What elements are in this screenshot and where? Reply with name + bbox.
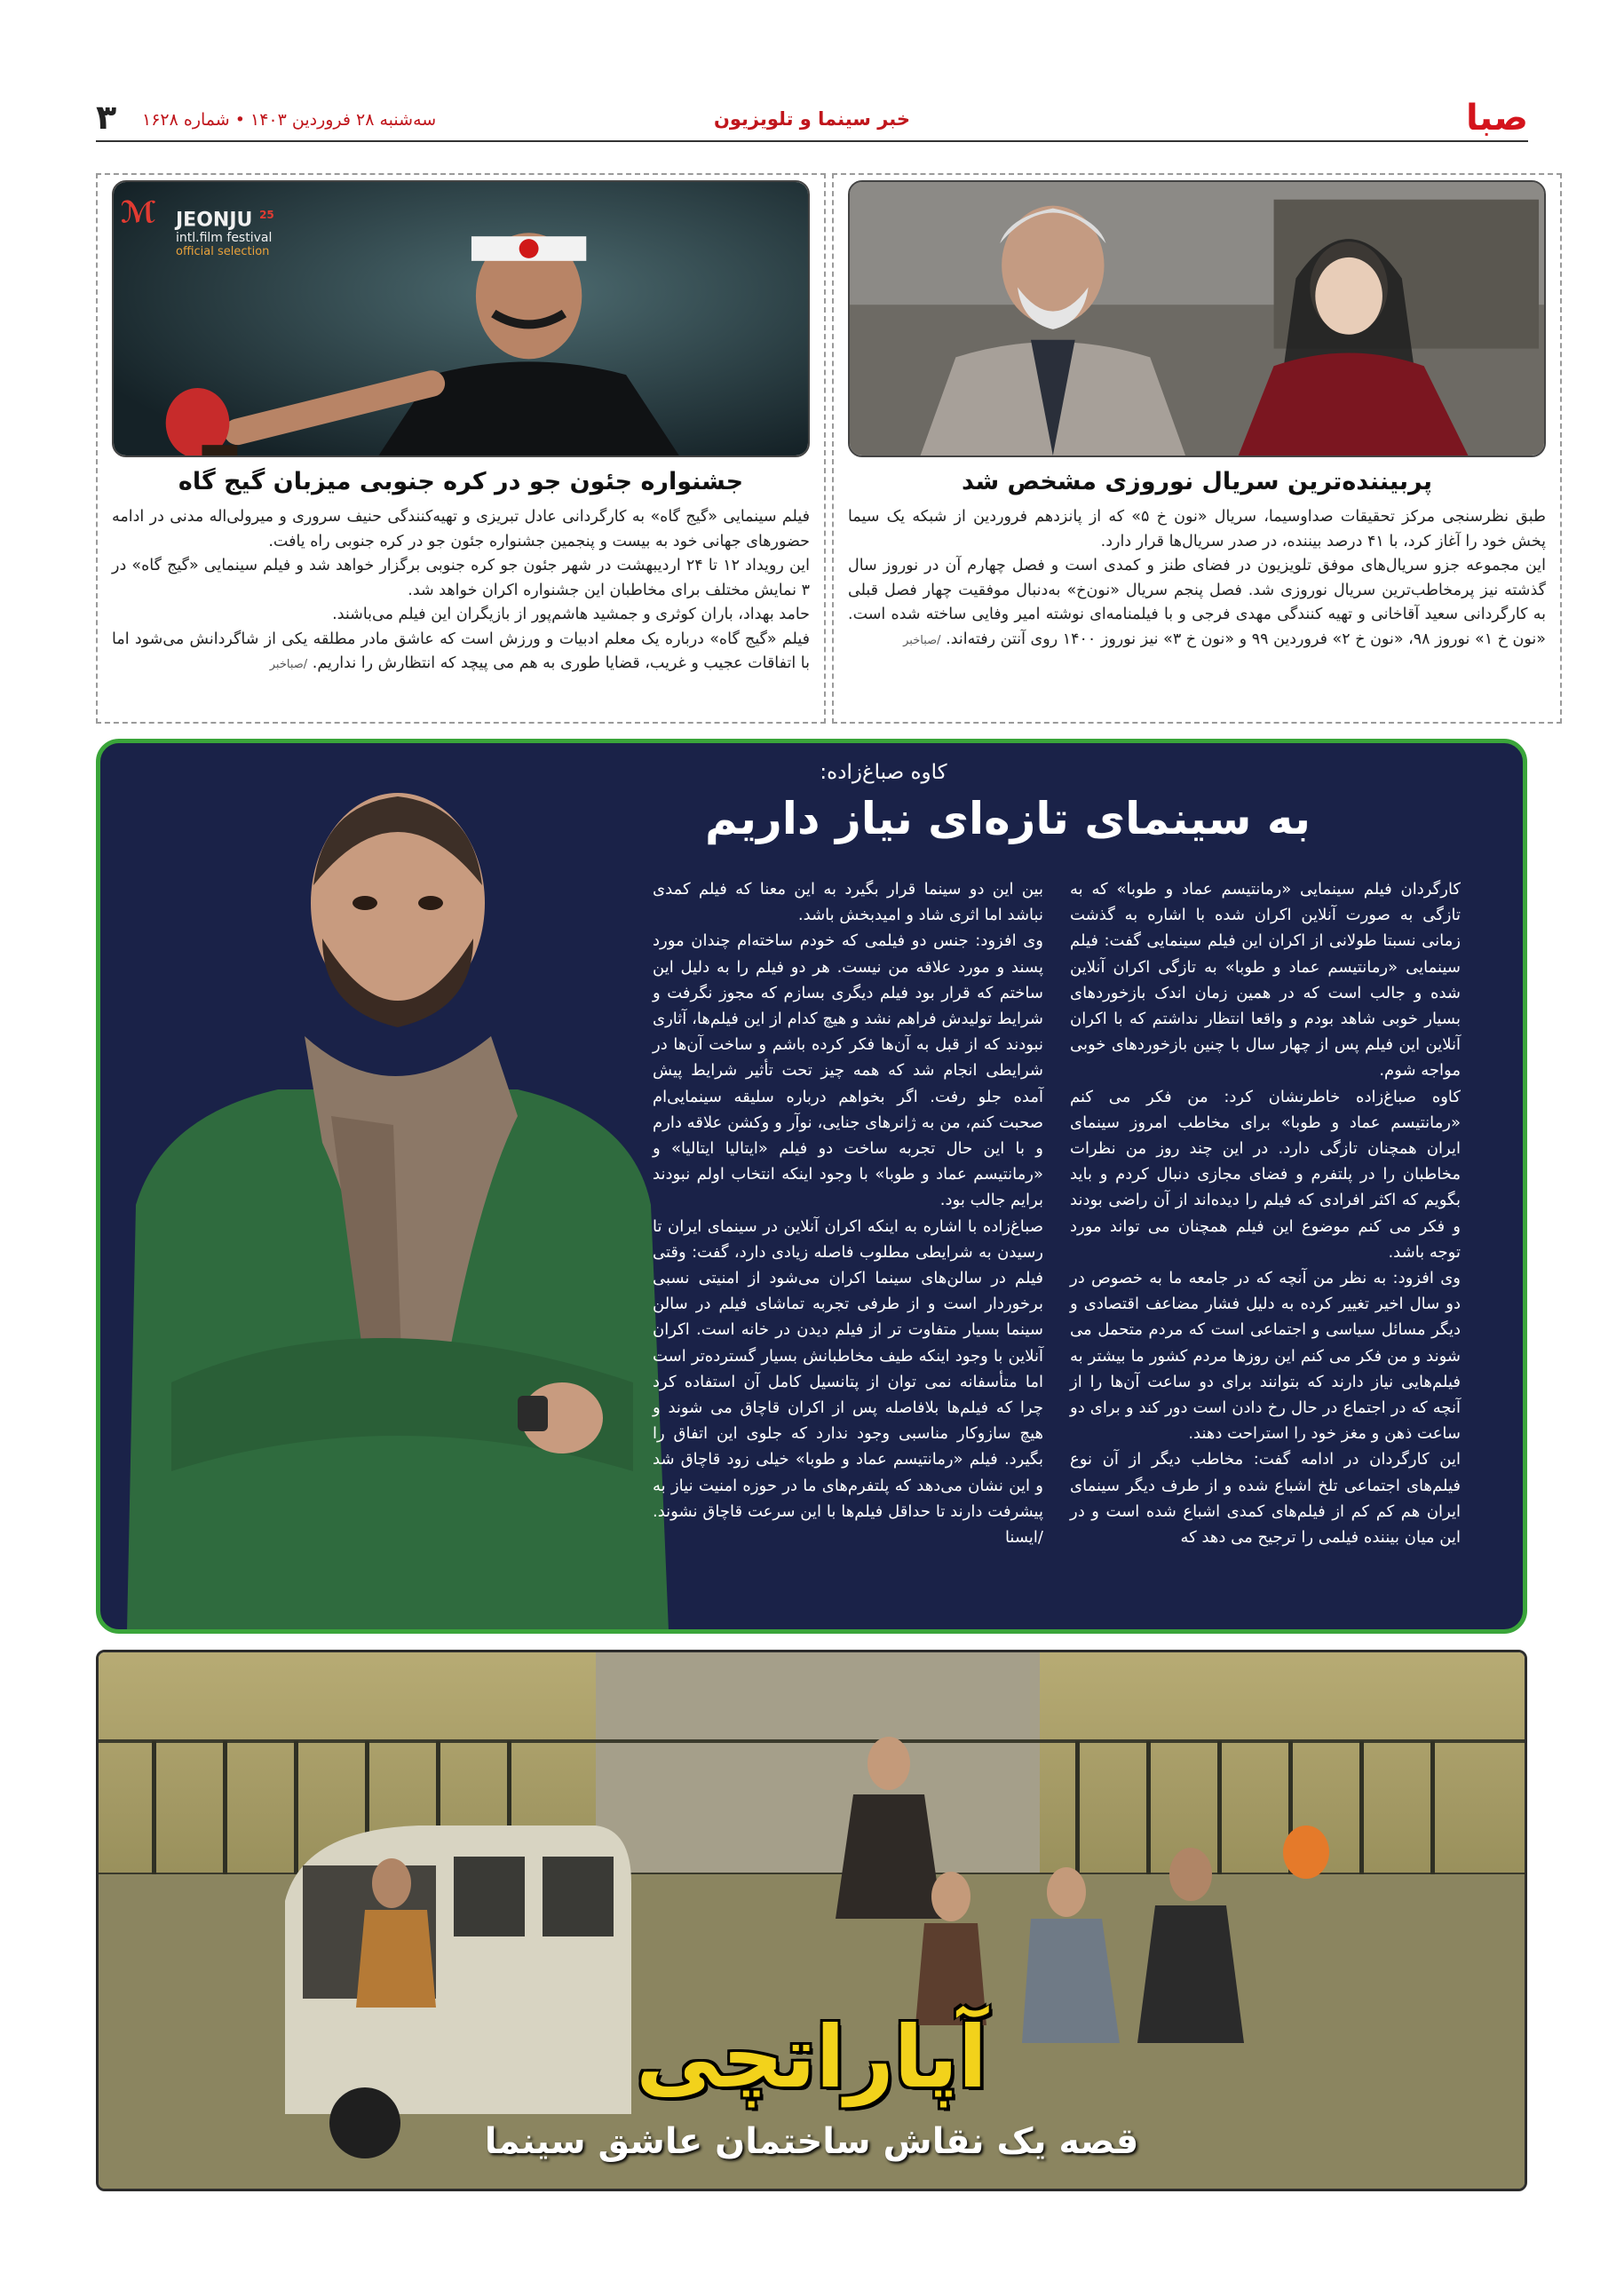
portrait-illustration xyxy=(100,743,686,1631)
interview-paragraph: وی افزود: به نظر من آنچه که در جامعه ما به خصوص در دو سال اخیر تغییر کرده به دلیل فشار مضاعف اقتصادی و دیگر مسائل سیاسی و اجتماعی است که مردم متحمل می شوند و من فکر می کنم این روزها مردم کشور ما بیشتر به فیلم‌هایی نیاز دارند که بتوانند برای دو ساعت آن‌ها را از آنچه که در اجتماع در حال رخ دادن است دور کند و برای دو ساعت ذهن و مغز خود را استراحت دهند. xyxy=(1070,1269,1461,1444)
interview-paragraph: کاوه صباغ‌زاده خاطرنشان کرد: من فکر می کنم «رمانتیسم عماد و طوبا» برای مخاطب امروز سینمای ایران همچنان تازگی دارد. در این چند روز من نظرات مخاطبان را در پلتفرم و فضای مجازی دنبال کردم و باید بگویم که اکثر افرادی که فیلم را دیده‌اند از آن راضی بودند و فکر می کنم موضوع این فیلم همچنان می تواند مورد توجه باشد. xyxy=(1070,1087,1461,1262)
news-box-series xyxy=(832,173,1562,724)
interview-paragraph: بین این دو سینما قرار بگیرد به این معنا که فیلم کمدی نباشد اما اثری شاد و امیدبخش باشد. xyxy=(653,880,1043,925)
festival-logo-badge xyxy=(176,209,274,258)
festival-photo xyxy=(112,180,810,457)
interview-panel xyxy=(96,739,1527,1634)
news-box-festival xyxy=(96,173,826,724)
festival-name: JEONJU xyxy=(176,209,253,232)
poster-title: آپاراتچی xyxy=(636,2008,987,2107)
festival-edition: 25 xyxy=(259,209,274,221)
movie-poster xyxy=(96,1650,1527,2191)
festival-line1: intl.film festival xyxy=(176,231,273,246)
festival-body xyxy=(112,505,810,677)
interview-title: به سینمای تازه‌ای نیاز داریم xyxy=(705,793,1311,844)
festival-paragraph: این رویداد ۱۲ تا ۲۴ اردیبهشت در شهر جئون جو کره جنوبی برگزار خواهد شد و فیلم سینمایی «گیج گاه» در ۳ نمایش مختلف برای مخاطبان این جشنواره اکران خواهد شد. xyxy=(112,557,810,599)
poster-illustration xyxy=(99,1652,1525,2189)
festival-credit: /صباخبر xyxy=(269,658,308,671)
series-paragraph: این مجموعه جزو سریال‌های موفق تلویزیون در فضای طنز و کمدی است و فصل چهارم آن در نوروز سال گذشته نیز پرمخاطب‌ترین سریال نوروزی شد. فصل پنجم سریال «نون‌خ» به‌دنبال موفقیت چهار فصل قبلی به کارگردانی سعید آقاخانی و تهیه کنندگی مهدی فرجی و با فیلمنامه‌ای نوشته امیر وفایی ساخته شده است. «نون خ ۱» نوروز ۹۸، «نون خ ۲» فروردین ۹۹ و «نون خ ۳» نیز نوروز ۱۴۰۰ روی آنتن رفته‌اند. /صباخبر xyxy=(848,557,1546,648)
series-credit: /صباخبر xyxy=(903,633,941,647)
series-photo xyxy=(848,180,1546,457)
interview-kicker: کاوه صباغ‌زاده: xyxy=(820,761,947,784)
poster-tagline: قصه یک نقاش ساختمان عاشق سینما xyxy=(484,2121,1139,2162)
festival-paragraph: حامد بهداد، باران کوثری و جمشید هاشم‌پور از بازیگران این فیلم می‌باشند. xyxy=(332,606,810,623)
series-paragraph: طبق نظرسنجی مرکز تحقیقات صداوسیما، سریال «نون خ ۵» که از پانزدهم فروردین از شبکه یک سیما پخش خود را آغاز کرد، با ۴۱ درصد بیننده، در صدر سریال‌ها قرار دارد. xyxy=(848,508,1546,550)
interviewee-portrait xyxy=(100,743,686,1629)
festival-line2: official selection xyxy=(176,245,270,259)
issue-info: سه‌شنبه ۲۸ فروردین ۱۴۰۳ • شماره ۱۶۲۸ xyxy=(142,110,437,130)
interview-column-2 xyxy=(653,876,1043,1550)
interview-column-1 xyxy=(1070,876,1461,1550)
festival-paragraph: فیلم سینمایی «گیج گاه» به کارگردانی عادل تبریزی و تهیه‌کنندگی حنیف سروری و میرولی‌اله مدنی در ادامه حضورهای جهانی خود به بیست و پنجمین جشنواره جئون جو در کره جنوبی راه یافت. xyxy=(112,508,810,550)
series-body xyxy=(848,505,1546,653)
section-title: خبر سینما و تلویزیون xyxy=(713,108,911,130)
interview-paragraph: این کارگردان در ادامه گفت: مخاطب دیگر از آن نوع فیلم‌های اجتماعی تلخ اشباع شده و از طرف دیگر سینمای ایران هم کم کم از فیلم‌های کمدی اشباع شده است و در این میان بیننده فیلمی را ترجیح می دهد که xyxy=(1070,1450,1461,1548)
newspaper-logo[interactable]: صبا xyxy=(1466,98,1528,139)
festival-headline: جشنواره جئون جو در کره جنوبی میزبان گیج گاه xyxy=(178,468,744,495)
interview-paragraph: کارگردان فیلم سینمایی «رمانتیسم عماد و طوبا» که به تازگی به صورت آنلاین اکران شده با اشاره به گذشت زمانی نسبتا طولانی از اکران این فیلم سینمایی گفت: فیلم سینمایی «رمانتیسم عماد و طوبا» به تازگی اکران آنلاین شده و جالب است که در همین زمان اندک بازخوردهای بسیار خوبی شاهد بودم و واقعا انتظار نداشتم که با اکران آنلاین این فیلم پس از چهار سال با چنین بازخوردهای خوبی مواجه شوم. xyxy=(1070,880,1461,1081)
series-headline: پربیننده‌ترین سریال نوروزی مشخص شد xyxy=(961,468,1432,495)
interview-paragraph: صباغ‌زاده با اشاره به اینکه اکران آنلاین در سینمای ایران تا رسیدن به شرایطی مطلوب فاصله زیادی دارد، گفت: وقتی فیلم در سالن‌های سینما اکران می‌شود از امنیتی نسبی برخوردار است و از طرفی تجربه تماشای فیلم در سالن سینما بسیار متفاوت تر از فیلم دیدن در خانه است. اکران آنلاین با وجود اینکه طیف مخاطبانش بسیار گسترده‌تر است اما متأسفانه نمی توان از پتانسیل کامل آن استفاده کرد چرا که فیلم‌ها بلافاصله پس از اکران قاچاق می شوند و هیچ سازوکار مناسبی وجود ندارد که جلوی این اتفاق را بگیرد. فیلم «رمانتیسم عماد و طوبا» خیلی زود قاچاق شد و این نشان می‌دهد که پلتفرم‌های ما در حوزه امنیت نیاز به پیشرفت دارند تا حداقل فیلم‌ها با این سرعت قاچاق نشوند. /ایسنا xyxy=(653,1216,1043,1548)
page-header xyxy=(96,92,1528,142)
page-number: ۳ xyxy=(96,98,117,137)
interview-paragraph: وی افزود: جنس دو فیلمی که خودم ساخته‌ام چندان مورد پسند و مورد علاقه من نیست. هر دو فیلم را به دلیل این ساختم که قرار بود فیلم دیگری بسازم که مجوز نگرفت و شرایط تولیدش فراهم نشد و هیچ کدام از این فیلم‌ها، آثاری نبودند که از قبل به آن‌ها فکر کرده باشم و ساخت آن‌ها در شرایطی انجام شد که همه چیز تحت تأثیر شرایط پیش آمده جلو رفت. اگر بخواهم درباره سلیقه سینمایی‌ام صحبت کنم، من به ژانرهای جنایی، نوآر و وکشن علاقه دارم و با این حال تجربه ساخت دو فیلم «ایتالیا ایتالیا» و «رمانتیسم عماد و طوبا» با وجود اینکه انتخاب اولم نبودند برایم جالب بود. xyxy=(653,931,1043,1210)
svg-text:ℳ: ℳ xyxy=(120,194,156,230)
festival-paragraph: فیلم «گیج گاه» درباره یک معلم ادبیات و ورزش است که عاشق مادر مطلقه یکی از شاگردانش می‌شود اما با اتفاقات عجیب و غریب، قضایا طوری به هم می پیچد که انتظارش را نداریم. /صباخبر xyxy=(112,630,810,672)
series-photo-illustration xyxy=(850,182,1544,455)
